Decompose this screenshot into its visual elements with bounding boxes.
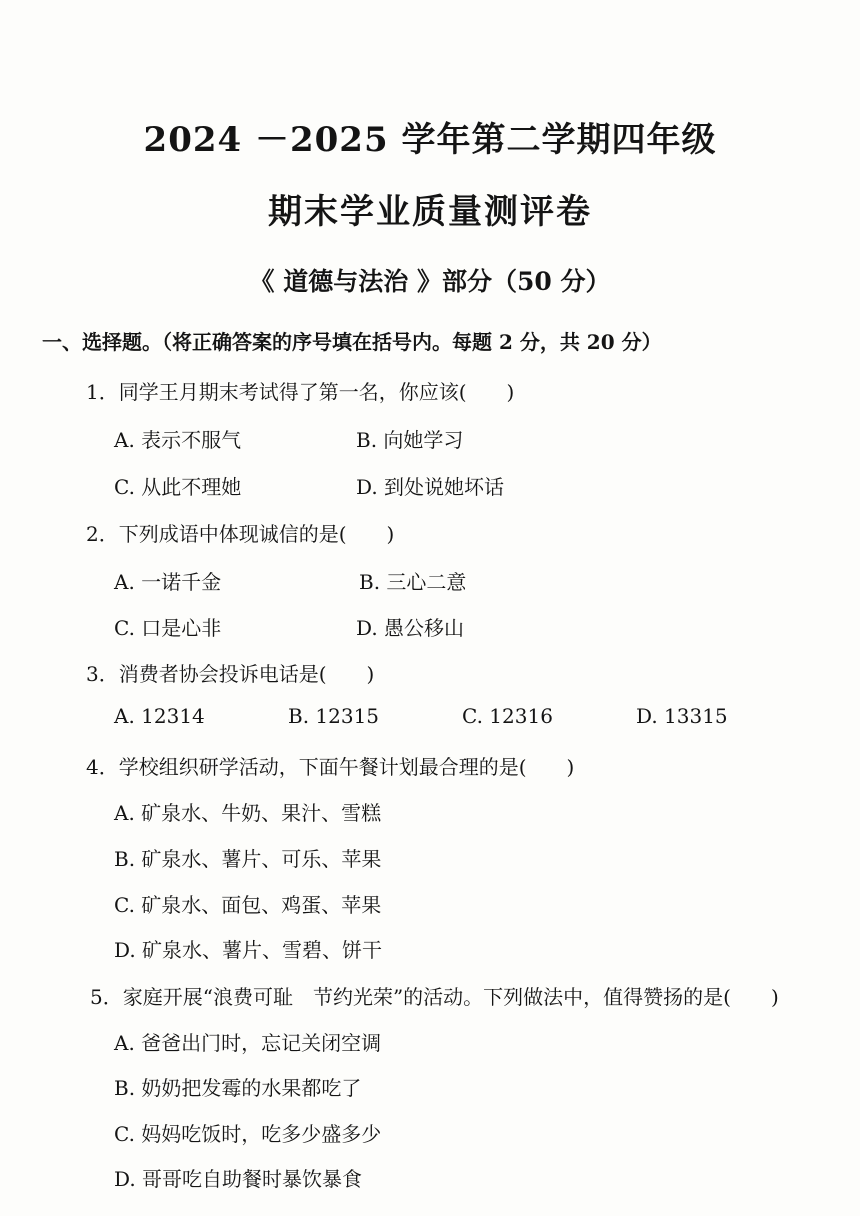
question-stem: 1．同学王月期末考试得了第一名，你应该( )	[86, 380, 515, 404]
question-option: C. 12316	[462, 704, 553, 728]
question-option: C. 从此不理她	[114, 475, 242, 499]
question-stem: 3．消费者协会投诉电话是( )	[86, 662, 375, 686]
subject-heading: 《 道德与法治 》部分（50 分）	[249, 267, 611, 296]
question-stem: 5．家庭开展“浪费可耻 节约光荣”的活动。下列做法中，值得赞扬的是( )	[90, 985, 779, 1009]
question-option: D. 到处说她坏话	[356, 475, 505, 499]
question-option: B. 奶奶把发霉的水果都吃了	[114, 1076, 362, 1100]
question-option: B. 矿泉水、薯片、可乐、苹果	[114, 847, 382, 871]
question-option: B. 向她学习	[356, 428, 464, 452]
question-option: D. 哥哥吃自助餐时暴饮暴食	[114, 1167, 363, 1191]
question-stem: 2．下列成语中体现诚信的是( )	[86, 522, 395, 546]
question-option: D. 13315	[636, 704, 728, 728]
question-option: C. 妈妈吃饭时，吃多少盛多少	[114, 1122, 382, 1146]
question-option: C. 矿泉水、面包、鸡蛋、苹果	[114, 893, 382, 917]
question-option: A. 一诺千金	[114, 570, 222, 594]
question-option: B. 12315	[288, 704, 380, 728]
question-option: A. 矿泉水、牛奶、果汁、雪糕	[114, 801, 382, 825]
question-option: A. 12314	[114, 704, 205, 728]
exam-title-line1: 2024 －2025 学年第二学期四年级	[143, 120, 717, 160]
question-option: D. 愚公移山	[356, 616, 465, 640]
section-heading: 一、选择题。（将正确答案的序号填在括号内。每题 2 分，共 20 分）	[42, 330, 662, 354]
question-option: A. 表示不服气	[114, 428, 242, 452]
question-option: B. 三心二意	[359, 570, 467, 594]
question-stem: 4．学校组织研学活动，下面午餐计划最合理的是( )	[86, 755, 575, 779]
question-option: A. 爸爸出门时，忘记关闭空调	[114, 1031, 382, 1055]
exam-title-line2: 期末学业质量测评卷	[268, 192, 592, 232]
question-option: D. 矿泉水、薯片、雪碧、饼干	[114, 938, 383, 962]
question-option: C. 口是心非	[114, 616, 222, 640]
